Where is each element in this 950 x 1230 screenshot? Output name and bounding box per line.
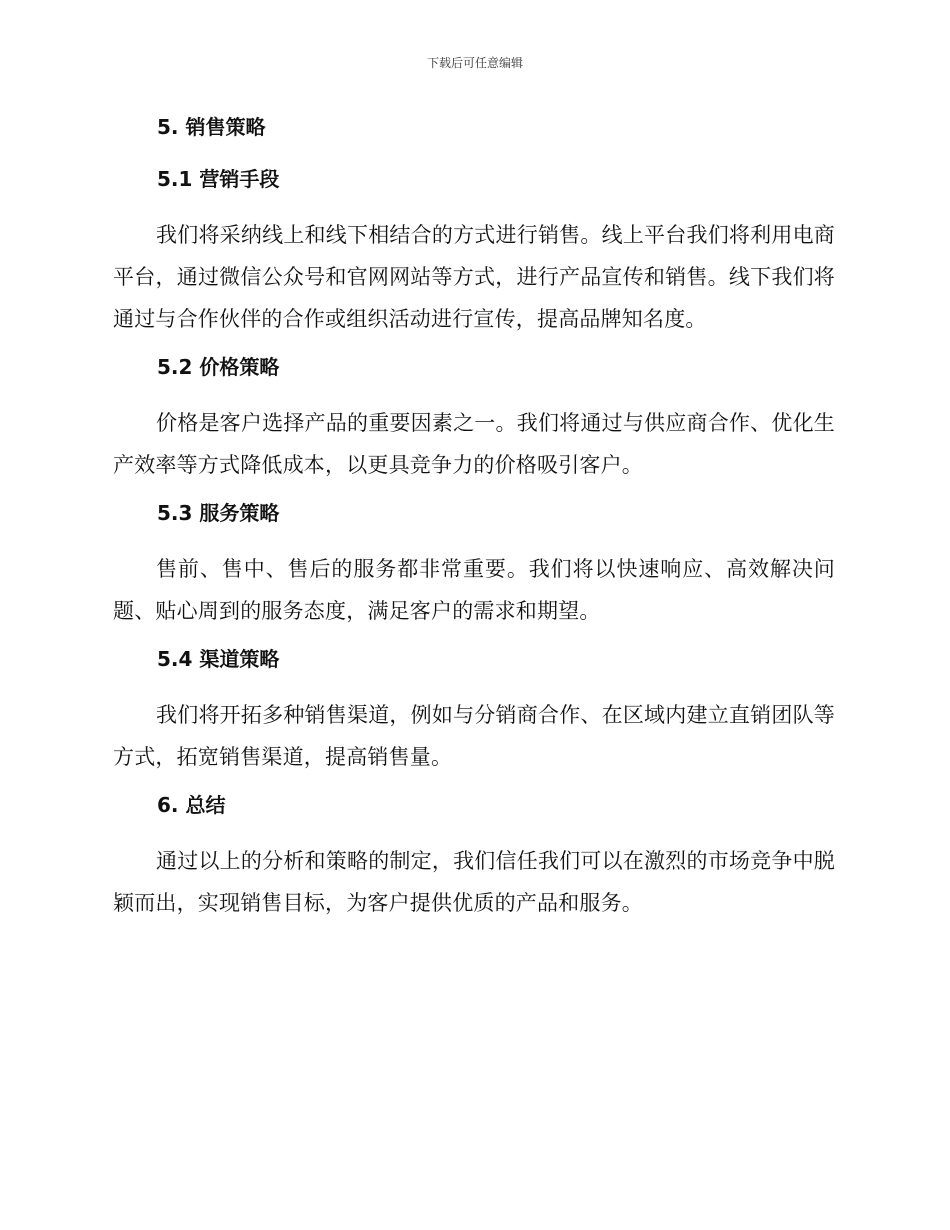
section-heading-marketing: 5.1 营销手段	[157, 167, 280, 191]
section-heading-service: 5.3 服务策略	[157, 501, 280, 525]
section-heading-pricing: 5.2 价格策略	[157, 355, 280, 379]
section-heading-summary: 6. 总结	[157, 793, 226, 817]
section-paragraph-channels: 我们将开拓多种销售渠道，例如与分销商合作、在区域内建立直销团队等方式，拓宽销售渠道，提高销售量。	[113, 703, 835, 769]
section-paragraph-pricing: 价格是客户选择产品的重要因素之一。我们将通过与供应商合作、优化生产效率等方式降低成本，以更具竞争力的价格吸引客户。	[113, 411, 835, 477]
document-body	[113, 112, 835, 924]
section-paragraph-marketing: 我们将采纳线上和线下相结合的方式进行销售。线上平台我们将利用电商平台，通过微信公众号和官网网站等方式，进行产品宣传和销售。线下我们将通过与合作伙伴的合作或组织活动进行宣传，提高品牌知名度。	[113, 223, 835, 331]
section-paragraph-service: 售前、售中、售后的服务都非常重要。我们将以快速响应、高效解决问题、贴心周到的服务态度，满足客户的需求和期望。	[113, 557, 835, 623]
section-heading-sales-strategy: 5. 销售策略	[157, 115, 266, 139]
section-paragraph-summary: 通过以上的分析和策略的制定，我们信任我们可以在激烈的市场竞争中脱颖而出，实现销售目标，为客户提供优质的产品和服务。	[113, 849, 835, 915]
page-header-note: 下载后可任意编辑	[426, 56, 523, 70]
section-heading-channels: 5.4 渠道策略	[157, 647, 280, 671]
